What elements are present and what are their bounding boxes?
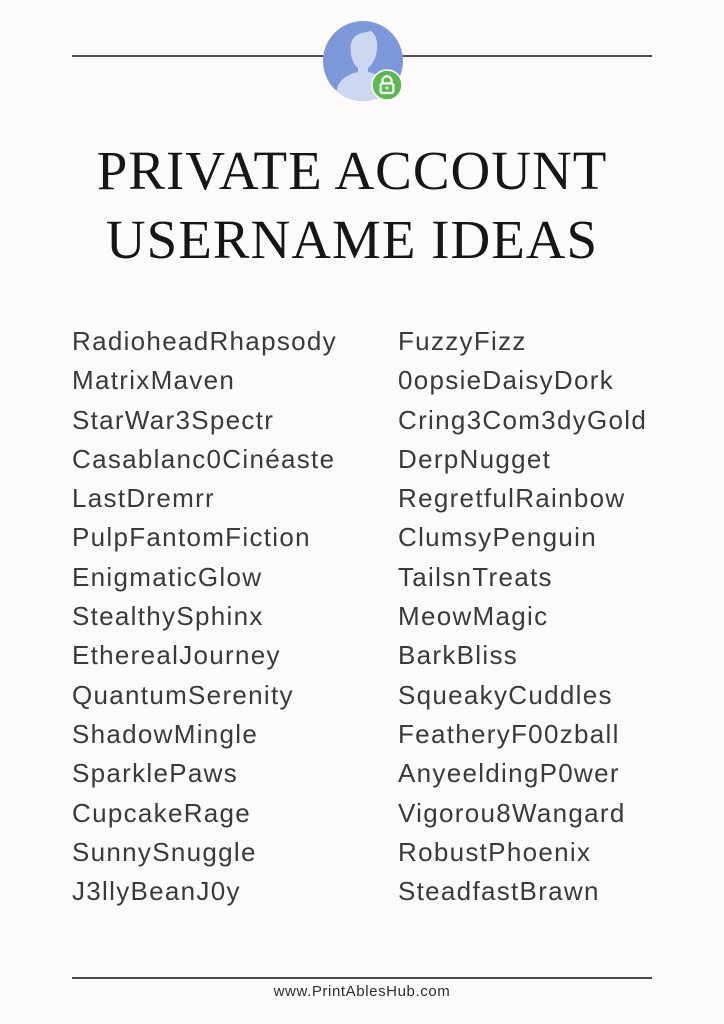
username-item: DerpNugget [398,443,552,474]
username-item: RobustPhoenix [398,836,592,867]
footer-divider [72,977,652,979]
username-item: SunnySnuggle [72,836,257,867]
username-item: Cring3Com3dyGold [398,404,648,435]
username-item: FuzzyFizz [398,326,527,356]
lock-badge [371,69,403,101]
username-item: Casablanc0Cinéaste [72,443,336,474]
username-item: StealthySphinx [72,601,264,632]
username-item: 0opsieDaisyDork [398,365,615,396]
username-item: SparklePaws [72,758,239,789]
username-item: EnigmaticGlow [72,561,263,592]
lock-icon [371,69,403,101]
username-item: J3llyBeanJ0y [72,876,241,907]
username-item: TailsnTreats [398,561,553,592]
username-item: ClumsyPenguin [398,522,597,553]
username-column-left [72,322,398,911]
username-item: RadioheadRhapsody [72,326,337,356]
username-list [72,322,654,911]
username-item: MatrixMaven [72,365,236,396]
username-item: EtherealJourney [72,640,281,671]
username-item: LastDremrr [72,483,216,514]
username-item: CupcakeRage [72,797,252,828]
username-column-right [398,322,654,911]
private-account-avatar-icon [323,21,403,101]
username-item: SqueakyCuddles [398,679,613,710]
username-item: SteadfastBrawn [398,876,600,907]
username-item: StarWar3Spectr [72,404,275,435]
username-item: AnyeeldingP0wer [398,758,620,789]
username-item: Vigorou8Wangard [398,797,626,828]
page-title [0,136,714,274]
username-item: MeowMagic [398,601,549,632]
username-item: FeatheryF00zball [398,718,620,749]
footer-website: www.PrintAblesHub.com [273,983,451,1000]
username-item: PulpFantomFiction [72,522,311,553]
page-title-line2: USERNAME IDEAS [105,209,599,270]
page-title-line1: PRIVATE ACCOUNT [96,140,608,201]
username-item: ShadowMingle [72,718,259,749]
username-item: RegretfulRainbow [398,483,626,514]
username-item: BarkBliss [398,640,519,671]
username-item: QuantumSerenity [72,679,294,710]
